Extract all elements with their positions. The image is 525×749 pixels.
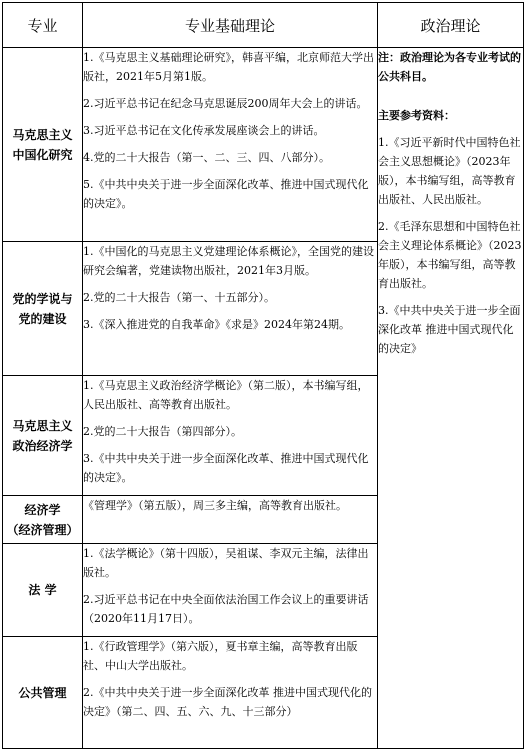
reference-item: 3.习近平总书记在文化传承发展座谈会上的讲话。	[83, 124, 325, 137]
header-political-theory: 政治理论	[378, 3, 524, 48]
major-cell	[3, 242, 83, 376]
major-name-line: 公共管理	[18, 685, 67, 700]
major-name-line: 党的学说与	[12, 291, 73, 306]
reference-item: 1.《马克思主义政治经济学概论》（第二版），本书编写组，人民出版社、高等教育出版社。	[83, 379, 369, 411]
reference-item: 3.《中共中央关于进一步全面深化改革、推进中国式现代化的决定》。	[83, 452, 369, 484]
header-row	[3, 3, 524, 48]
reference-item: 1.《法学概论》（第十四版），吴祖谋、李双元主编，法律出版社。	[83, 547, 369, 579]
basic-theory-cell	[83, 48, 378, 242]
reference-table	[2, 2, 524, 749]
basic-theory-cell	[83, 376, 378, 496]
major-cell	[3, 376, 83, 496]
basic-theory-cell	[83, 242, 378, 376]
basic-theory-cell	[83, 637, 378, 749]
reference-item: 2.《中共中央关于进一步全面深化改革 推进中国式现代化的决定》（第二、四、五、六、九、十三部分）	[83, 686, 372, 718]
political-note: 注：政治理论为各专业考试的公共科目。	[378, 51, 521, 83]
political-reference-item: 2.《毛泽东思想和中国特色社会主义理论体系概论》（2023年版），本书编写组，高等教育出版社。	[378, 220, 522, 290]
table-row	[3, 48, 524, 242]
major-name-line: 党的建设	[18, 311, 67, 326]
political-theory-cell	[378, 48, 524, 749]
header-major: 专业	[3, 3, 83, 48]
major-name-line: 政治经济学	[12, 438, 73, 453]
major-cell	[3, 637, 83, 749]
header-basic-theory: 专业基础理论	[83, 3, 378, 48]
major-name-line: 经济学	[24, 502, 61, 517]
major-name-line: （经济管理）	[6, 522, 79, 537]
political-reference-item: 1.《习近平新时代中国特色社会主义思想概论》（2023年版），本书编写组，高等教育出版社、人民出版社。	[378, 136, 521, 206]
major-name-line: 法 学	[28, 583, 57, 597]
basic-theory-cell	[83, 496, 378, 544]
major-name-line: 马克思主义	[12, 418, 73, 433]
reference-item: 《管理学》（第五版），周三多主编，高等教育出版社。	[83, 499, 347, 512]
political-reference-item: 3.《中共中央关于进一步全面深化改革 推进中国式现代化的决定》	[378, 304, 521, 355]
reference-item: 5.《中共中央关于进一步全面深化改革、推进中国式现代化的决定》。	[83, 178, 369, 210]
reference-item: 3.《深入推进党的自我革命》《求是》2024年第24期。	[83, 318, 350, 331]
major-cell	[3, 48, 83, 242]
reference-item: 2.习近平总书记在中央全面依法治国工作会议上的重要讲话（2020年11月17日）。	[83, 593, 369, 625]
major-name-line: 马克思主义	[12, 127, 73, 142]
reference-item: 2.党的二十大报告（第四部分）。	[83, 425, 242, 438]
reference-item: 2.党的二十大报告（第一、十五部分）。	[83, 291, 275, 304]
reference-item: 1.《中国化的马克思主义党建理论体系概论》，全国党的建设研究会编著，党建读物出版社，2021年3月版。	[83, 245, 374, 277]
reference-item: 1.《行政管理学》（第六版），夏书章主编，高等教育出版社、中山大学出版社。	[83, 640, 358, 672]
major-cell	[3, 544, 83, 637]
reference-item: 4.党的二十大报告（第一、二、三、四、八部分）。	[83, 151, 330, 164]
reference-item: 2.习近平总书记在纪念马克思诞辰200周年大会上的讲话。	[83, 97, 368, 110]
basic-theory-cell	[83, 544, 378, 637]
major-cell	[3, 496, 83, 544]
reference-item: 1.《马克思主义基础理论研究》，韩喜平编，北京师范大学出版社，2021年5月第1版。	[83, 51, 374, 83]
major-name-line: 中国化研究	[12, 147, 73, 162]
references-title: 主要参考资料：	[378, 109, 455, 122]
